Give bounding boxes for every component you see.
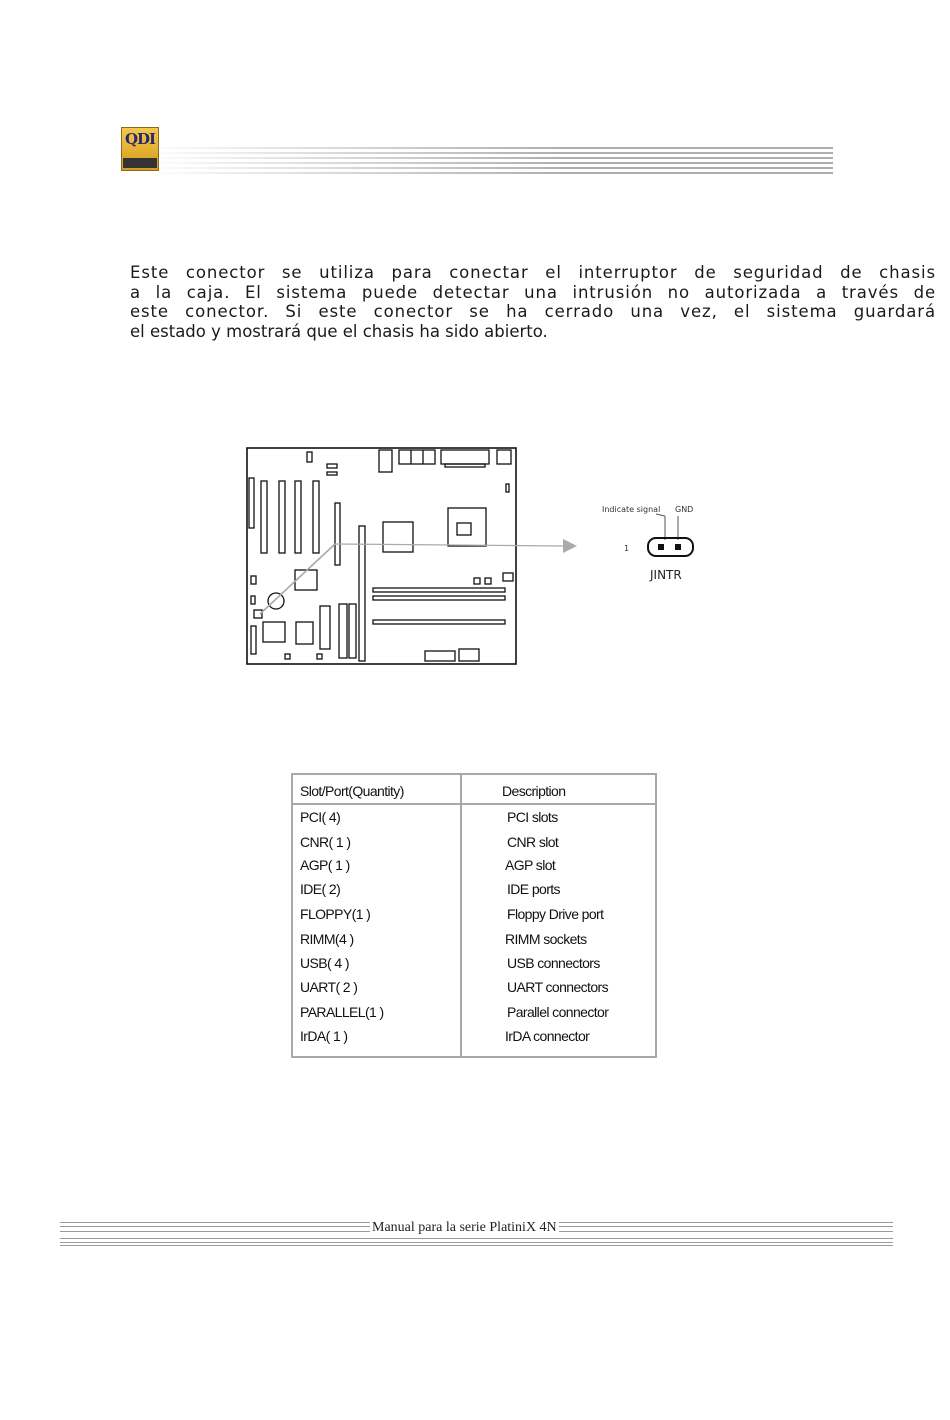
header-decorative-rule (160, 144, 833, 174)
cell-slot: CNR( 1 ) (300, 834, 351, 850)
pin-one-marker: 1 (624, 544, 630, 553)
cell-slot: IDE( 2) (300, 881, 341, 897)
footer-rule (60, 1242, 893, 1243)
jintr-connector-detail (590, 498, 720, 588)
column-header-slot: Slot/Port(Quantity) (300, 783, 404, 799)
slot-port-table (291, 773, 657, 1058)
cell-slot: FLOPPY(1 ) (300, 906, 371, 922)
footer-manual-title: Manual para la serie PlatiniX 4N (372, 1220, 557, 1235)
gnd-pin-label: GND (675, 505, 694, 514)
table-divider-vertical (460, 775, 462, 1056)
cell-slot: PCI( 4) (300, 809, 341, 825)
logo-text: QDI (124, 130, 156, 148)
table-divider-horizontal (293, 803, 655, 805)
cell-description: RIMM sockets (505, 931, 587, 947)
cell-description: Floppy Drive port (507, 906, 604, 922)
cell-slot: USB( 4 ) (300, 955, 349, 971)
footer-rule (60, 1245, 893, 1246)
footer-rule (60, 1238, 893, 1239)
cell-description: PCI slots (507, 809, 558, 825)
cell-description: Parallel connector (507, 1004, 609, 1020)
paragraph-line: el estado y mostrará que el chasis ha sido abierto. (130, 321, 548, 341)
pin-header-drawing (590, 498, 720, 568)
cell-description: UART connectors (507, 979, 608, 995)
cell-slot: UART( 2 ) (300, 979, 358, 995)
cell-description: IrDA connector (505, 1028, 590, 1044)
cell-slot: PARALLEL(1 ) (300, 1004, 384, 1020)
motherboard-layout-diagram (245, 446, 580, 671)
cell-description: AGP slot (505, 857, 556, 873)
signal-pin-label: Indicate signal (602, 505, 661, 514)
qdi-logo (121, 127, 159, 171)
body-paragraph (130, 263, 936, 341)
cell-description: USB connectors (507, 955, 600, 971)
logo-strip (123, 158, 157, 168)
cell-description: IDE ports (507, 881, 560, 897)
column-header-description: Description (502, 783, 566, 799)
cell-slot: AGP( 1 ) (300, 857, 350, 873)
connector-name: JINTR (650, 568, 682, 582)
cell-slot: IrDA( 1 ) (300, 1028, 348, 1044)
paragraph-line: este conector. Si este conector se ha cerrado una vez, el sistema guardará (130, 302, 936, 321)
paragraph-line: Este conector se utiliza para conectar el interruptor de seguridad de chasis (130, 263, 936, 282)
cell-slot: RIMM(4 ) (300, 931, 354, 947)
cell-description: CNR slot (507, 834, 559, 850)
paragraph-line: a la caja. El sistema puede detectar una intrusión no autorizada a través de (130, 282, 936, 302)
